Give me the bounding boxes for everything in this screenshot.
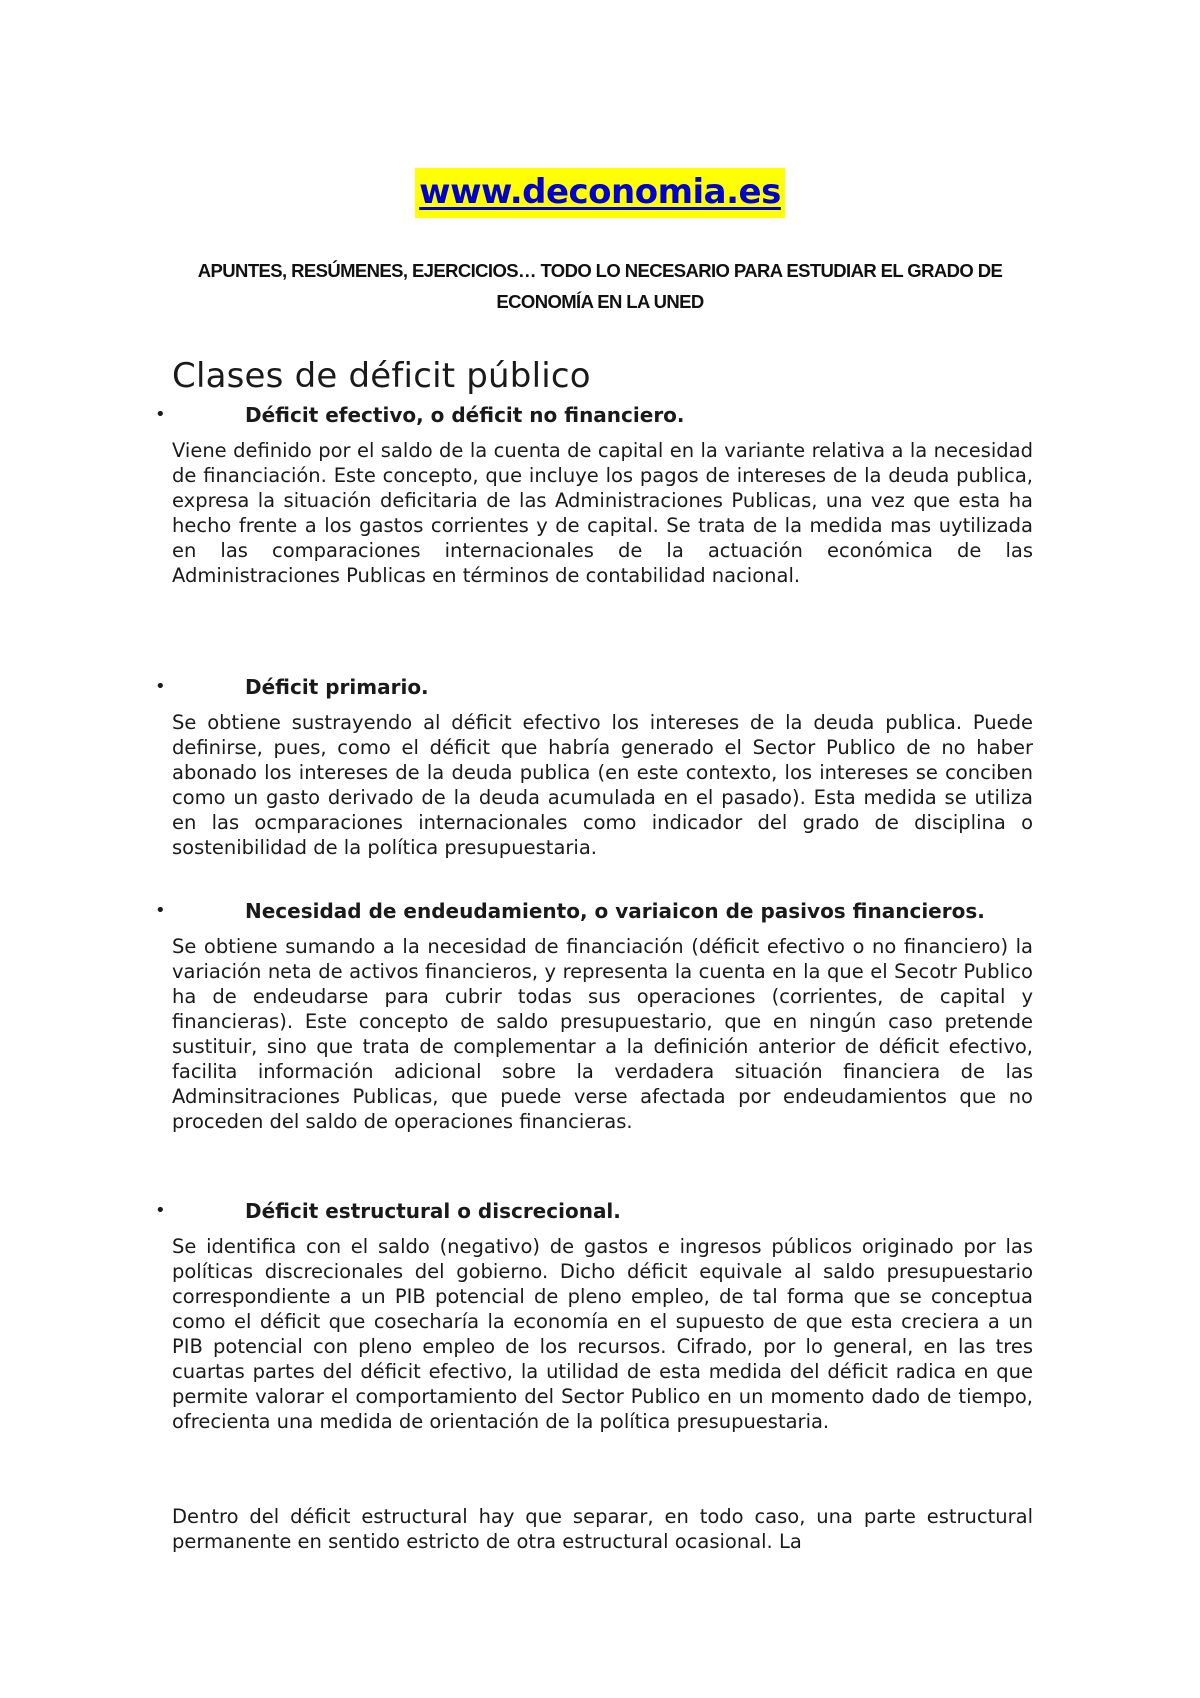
section-deficit-primario — [0, 672, 1200, 860]
section-paragraph: Viene definido por el saldo de la cuenta de capital en la variante relativa a la necesidad de financiación. Este concepto, que incluye los pagos de intereses de la deuda publica, expresa la situación deficitaria de las Administraciones Publicas, una vez que esta ha hecho frente a los gastos corrientes y de capital. Se trata de la medida mas uytilizada en las comparaciones internacionales de la actuación económica de las Administraciones Publicas en términos de contabilidad nacional. — [172, 439, 1033, 587]
section-heading-row — [0, 1196, 1200, 1226]
closing-paragraph: Dentro del déficit estructural hay que separar, en todo caso, una parte estructural permanente en sentido estricto de otra estructural ocasional. La — [172, 1505, 1033, 1553]
section-heading-row — [0, 400, 1200, 430]
bullet-icon: • — [155, 1200, 166, 1221]
section-paragraph: Se obtiene sumando a la necesidad de financiación (déficit efectivo o no financiero) la variación neta de activos financieros, y representa la cuenta en la que el Secotr Publico ha de endeudarse para cubrir todas sus operaciones (corrientes, de capital y financieras). Este concepto de saldo presupuestario, que en ningún caso pretende sustituir, sino que trata de complementar a la definición anterior de déficit efectivo, facilita información adicional sobre la verdadera situación financiera de las Adminsitraciones Publicas, que puede verse afectada por endeudamientos que no proceden del saldo de operaciones financieras. — [172, 935, 1033, 1133]
section-paragraph: Se obtiene sustrayendo al déficit efectivo los intereses de la deuda publica. Puede definirse, pues, como el déficit que habría generado el Sector Publico de no haber abonado los intereses de la deuda publica (en este contexto, los intereses se conciben como un gasto derivado de la deuda acumulada en el pasado). Esta medida se utiliza en las ocmparaciones internacionales como indicador del grado de disciplina o sostenibilidad de la política presupuestaria. — [172, 711, 1033, 859]
section-deficit-estructural — [0, 1196, 1200, 1434]
section-heading-row — [0, 672, 1200, 702]
bullet-icon: • — [155, 900, 166, 921]
section-heading: Necesidad de endeudamiento, o variaicon de pasivos financieros. — [245, 899, 985, 923]
site-link-container — [0, 168, 1200, 218]
document-title: Clases de déficit público — [172, 356, 591, 396]
section-necesidad-endeudamiento — [0, 896, 1200, 1134]
section-heading-row — [0, 896, 1200, 926]
section-deficit-efectivo — [0, 400, 1200, 588]
section-heading: Déficit primario. — [245, 675, 429, 699]
section-heading: Déficit estructural o discrecional. — [245, 1199, 621, 1223]
section-paragraph: Se identifica con el saldo (negativo) de gastos e ingresos públicos originado por las políticas discrecionales del gobierno. Dicho déficit equivale al saldo presupuestario correspondiente a un PIB potencial de pleno empleo, de tal forma que se conceptua como el déficit que cosecharía la economía en el supuesto de que esta creciera a un PIB potencial con pleno empleo de los recursos. Cifrado, por lo general, en las tres cuartas partes del déficit efectivo, la utilidad de esta medida del déficit radica en que permite valorar el comportamiento del Sector Publico en un momento dado de tiempo, ofrecienta una medida de orientación de la política presupuestaria. — [172, 1235, 1033, 1433]
section-heading: Déficit efectivo, o déficit no financiero. — [245, 403, 685, 427]
bullet-icon: • — [155, 404, 166, 425]
site-link[interactable]: www.deconomia.es — [415, 168, 785, 218]
bullet-icon: • — [155, 676, 166, 697]
tagline: APUNTES, RESÚMENES, EJERCICIOS… TODO LO NECESARIO PARA ESTUDIAR EL GRADO DE ECONOMÍA EN LA UNED — [197, 260, 1003, 312]
